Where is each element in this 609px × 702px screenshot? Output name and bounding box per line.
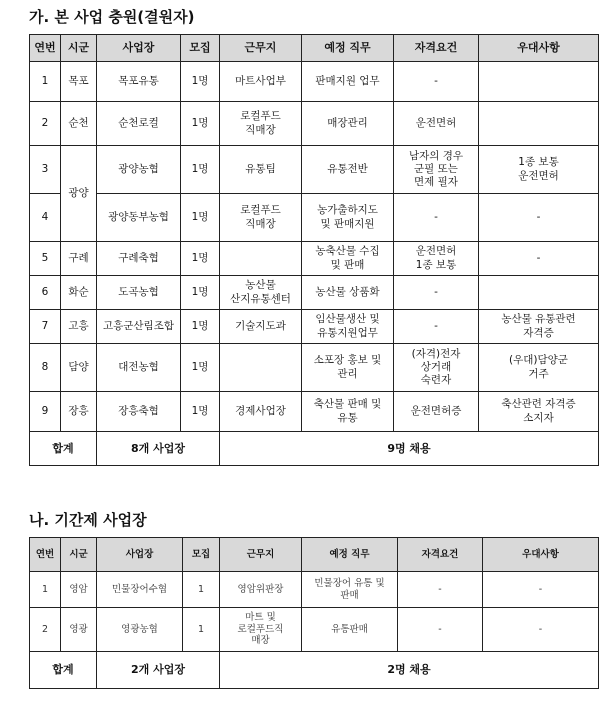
header-workplace: 사업장 (97, 35, 181, 62)
row-city: 목포 (61, 62, 97, 102)
row-city: 순천 (61, 102, 97, 146)
row-workplace: 구례축협 (97, 242, 181, 276)
row-location: 마트 및 로컬푸드직 매장 (220, 608, 302, 652)
table-header-row (30, 538, 599, 572)
row-number: 2 (30, 102, 61, 146)
row-workplace: 민물장어수협 (97, 572, 183, 608)
row-qualification: (자격)전자 상거래 숙련자 (394, 344, 479, 392)
row-city: 장흥 (61, 392, 97, 432)
row-duty: 농축산물 수집 및 판매 (302, 242, 394, 276)
row-count: 1명 (181, 276, 220, 310)
row-workplace: 도곡농협 (97, 276, 181, 310)
row-duty: 임산물생산 및 유통지원업무 (302, 310, 394, 344)
row-preference: - (483, 608, 599, 652)
row-number: 5 (30, 242, 61, 276)
header-city: 시군 (61, 35, 97, 62)
row-workplace: 순천로컬 (97, 102, 181, 146)
table-row (30, 276, 599, 310)
row-qualification: - (394, 276, 479, 310)
total-row (30, 652, 599, 689)
row-city: 구례 (61, 242, 97, 276)
row-preference: 농산물 유통관련 자격증 (479, 310, 599, 344)
row-number: 7 (30, 310, 61, 344)
row-location (220, 242, 302, 276)
row-preference: 축산관련 자격증 소지자 (479, 392, 599, 432)
row-location (220, 344, 302, 392)
row-qualification: - (394, 310, 479, 344)
row-city: 화순 (61, 276, 97, 310)
row-qualification: 운전면허증 (394, 392, 479, 432)
row-number: 4 (30, 194, 61, 242)
row-location: 로컬푸드 직매장 (220, 194, 302, 242)
row-workplace: 광양동부농협 (97, 194, 181, 242)
row-count: 1명 (181, 242, 220, 276)
header-duty: 예정 직무 (302, 35, 394, 62)
row-number: 9 (30, 392, 61, 432)
row-workplace: 목포유통 (97, 62, 181, 102)
row-count: 1명 (181, 102, 220, 146)
row-city: 영광 (61, 608, 97, 652)
row-count: 1명 (181, 62, 220, 102)
table-row (30, 344, 599, 392)
row-duty: 농가출하지도 및 판매지원 (302, 194, 394, 242)
row-count: 1명 (181, 194, 220, 242)
row-qualification: 남자의 경우 군필 또는 면제 필자 (394, 146, 479, 194)
row-number: 1 (30, 62, 61, 102)
row-city: 영암 (61, 572, 97, 608)
row-preference: - (479, 242, 599, 276)
row-preference: (우대)담양군 거주 (479, 344, 599, 392)
total-label: 합계 (30, 652, 97, 689)
row-duty: 판매지원 업무 (302, 62, 394, 102)
section2-title: 나. 기간제 사업장 (29, 511, 147, 529)
row-location: 기술지도과 (220, 310, 302, 344)
section1-title: 가. 본 사업 충원(결원자) (29, 8, 195, 26)
header-count: 모집 (183, 538, 220, 572)
table-row (30, 608, 599, 652)
table-row (30, 194, 599, 242)
header-no: 연번 (30, 35, 61, 62)
row-preference (479, 62, 599, 102)
table-row (30, 62, 599, 102)
header-city: 시군 (61, 538, 97, 572)
table-row (30, 572, 599, 608)
header-preference: 우대사항 (479, 35, 599, 62)
row-workplace: 광양농협 (97, 146, 181, 194)
row-location: 마트사업부 (220, 62, 302, 102)
header-preference: 우대사항 (483, 538, 599, 572)
total-workplaces: 2개 사업장 (97, 652, 220, 689)
header-qualification: 자격요건 (398, 538, 483, 572)
row-preference: - (479, 194, 599, 242)
table-row (30, 102, 599, 146)
table-row (30, 146, 599, 194)
row-workplace: 장흥축협 (97, 392, 181, 432)
row-count: 1명 (181, 146, 220, 194)
main-recruitment-table (29, 34, 599, 466)
row-location: 로컬푸드 직매장 (220, 102, 302, 146)
row-location: 경제사업장 (220, 392, 302, 432)
total-hires: 2명 채용 (220, 652, 599, 689)
row-preference (479, 102, 599, 146)
row-duty: 축산물 판매 및 유통 (302, 392, 394, 432)
row-count: 1명 (181, 344, 220, 392)
table-row (30, 392, 599, 432)
header-duty: 예정 직무 (302, 538, 398, 572)
row-count: 1명 (181, 392, 220, 432)
total-row (30, 432, 599, 466)
row-qualification: - (398, 572, 483, 608)
row-location: 농산물 산지유통센터 (220, 276, 302, 310)
row-number: 2 (30, 608, 61, 652)
row-preference (479, 276, 599, 310)
total-hires: 9명 채용 (220, 432, 599, 466)
row-number: 6 (30, 276, 61, 310)
row-duty: 유통판매 (302, 608, 398, 652)
header-location: 근무지 (220, 35, 302, 62)
row-location: 유통팀 (220, 146, 302, 194)
row-duty: 소포장 홍보 및 관리 (302, 344, 394, 392)
row-duty: 농산물 상품화 (302, 276, 394, 310)
header-location: 근무지 (220, 538, 302, 572)
table-row (30, 310, 599, 344)
row-qualification: 운전면허 (394, 102, 479, 146)
row-city: 담양 (61, 344, 97, 392)
table-header-row (30, 35, 599, 62)
row-number: 1 (30, 572, 61, 608)
row-workplace: 고흥군산림조합 (97, 310, 181, 344)
table-row (30, 242, 599, 276)
row-qualification: - (394, 62, 479, 102)
row-location: 영암위판장 (220, 572, 302, 608)
row-city: 고흥 (61, 310, 97, 344)
row-duty: 민물장어 유통 및 판매 (302, 572, 398, 608)
row-qualification: - (394, 194, 479, 242)
contract-recruitment-table (29, 537, 599, 689)
row-count: 1 (183, 572, 220, 608)
row-city: 광양 (61, 146, 97, 242)
row-number: 3 (30, 146, 61, 194)
row-count: 1명 (181, 310, 220, 344)
row-workplace: 대전농협 (97, 344, 181, 392)
header-workplace: 사업장 (97, 538, 183, 572)
header-count: 모집 (181, 35, 220, 62)
row-qualification: 운전면허 1종 보통 (394, 242, 479, 276)
row-preference: 1종 보통 운전면허 (479, 146, 599, 194)
row-qualification: - (398, 608, 483, 652)
header-qualification: 자격요건 (394, 35, 479, 62)
total-label: 합계 (30, 432, 97, 466)
row-number: 8 (30, 344, 61, 392)
row-count: 1 (183, 608, 220, 652)
total-workplaces: 8개 사업장 (97, 432, 220, 466)
row-duty: 매장관리 (302, 102, 394, 146)
row-duty: 유통전반 (302, 146, 394, 194)
row-preference: - (483, 572, 599, 608)
row-workplace: 영광농협 (97, 608, 183, 652)
header-no: 연번 (30, 538, 61, 572)
